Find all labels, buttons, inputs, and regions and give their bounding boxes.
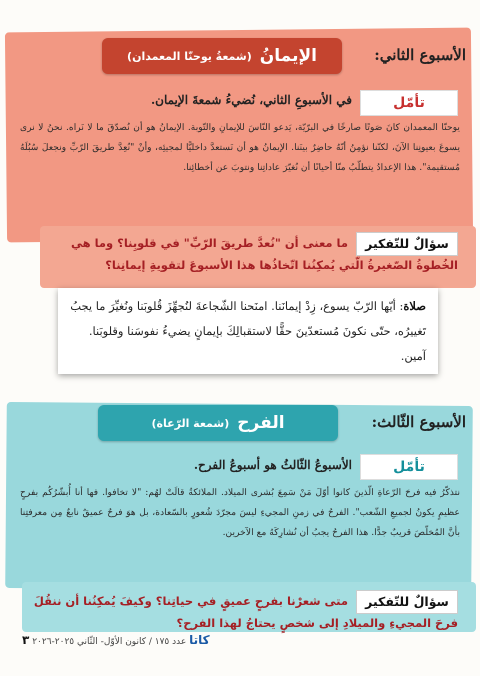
week3-question: متى شعرْنا بفرحٍ عميقٍ في حياتِنا؟ وكيفَ يُمكِنُنا أن ننقُلَ فرحَ المجيءِ والميلادِ إلى شخصٍ يحتاجُ لهذا الفرح؟ — [33, 594, 458, 630]
week2-lead: في الأسبوعِ الثاني، نُضيءُ شمعةَ الإيمان. — [150, 93, 352, 107]
week3-reflect-tag: تأمّل — [360, 454, 458, 480]
week2-prayer-text: : أيّها الرّبّ يسوع، زِدْ إيمانَنا. امنَحنا الشّجاعةَ لنُجهِّزَ قُلوبَنا ونُغيِّرَ ما يجبُ تَغييرُه، حتّى نكونَ مُستعدّينَ حقًّا لاستقبالِكَ بإيمانٍ يضيءُ نفوسَنا وقلوبَنا. آمين. — [70, 299, 426, 363]
week3-title: الفرح — [237, 413, 285, 433]
week2-title-banner — [102, 38, 342, 74]
page-footer — [22, 633, 210, 647]
week3-question-tag: سؤالٌ للتّفكير — [356, 590, 458, 614]
week2-prayer-label: صلاة — [403, 299, 426, 313]
week2-label: الأسبوع الثاني: — [374, 46, 466, 64]
week2-subtitle: (شمعةُ يوحنّا المعمدان) — [127, 49, 252, 63]
week2-title: الإيمانُ — [259, 46, 317, 66]
week2-paragraph: يوحنّا المعمدان كانَ صَوتًا صارخًا في البرّيّة، يَدعو النّاسَ للإيمانِ والتّوبة. الإيمانُ هو أن نُصدّقَ ما لا نَراه. نحنُ لا نرى يسوعَ بعيونِنا الآنَ، لكنّنا نؤمِنُ أنّهُ حاضِرٌ بينَنا. الإيمانُ هو أن نَستعدَّ داخليًّا لمجيئِه، وأنْ "نُعِدَّ طريقَ الرّبِّ ونجعلَ سُبُلَهُ مُستقيمة". هذا الإعدادُ يتطلّبُ منّا أحيانًا أن نُغيّرَ عاداتِنا ونتوبَ عن أخطائِنا. — [20, 122, 460, 173]
week2-prayer-box — [58, 288, 438, 374]
week3-label: الأسبوع الثّالث: — [371, 413, 466, 431]
footer-brand: كاتا — [189, 633, 210, 647]
week3-title-banner — [98, 405, 338, 441]
week2-question: ما معنى أن "نُعدَّ طريقَ الرّبِّ" في قلوبِنا؟ وما هي الخُطوةُ الصّغيرةُ الّتي يُمكِنُنا اتّخاذُها هذا الأسبوعَ لتقويةِ إيمانِنا؟ — [70, 236, 458, 272]
week3-lead: الأسبوعُ الثّالثُ هو أسبوعُ الفرح. — [193, 458, 352, 472]
week3-subtitle: (شمعة الرّعاة) — [151, 416, 230, 430]
footer-page-number: ٣ — [22, 633, 30, 647]
week2-question-tag: سؤالٌ للتّفكير — [356, 232, 458, 256]
week2-reflect-tag: تأمّل — [360, 90, 458, 116]
week3-paragraph: نتذكّرُ فيه فرحَ الرّعاةِ الّذينَ كانوا أوّلَ مَنْ سَمِعَ بُشرى الميلاد. الملائكةُ قالَتْ لهُم: "لا تخافوا. فها أنا أُبشّرُكُم بفرحٍ عظيمٍ يكونُ لجميعِ الشّعب". الفرحُ في زمنِ المجيءِ ليسَ مجرّدَ شُعورٍ بالسّعادة، بل هوَ فرحٌ عميقٌ نابعٌ مِن معرفتِنا بأنَّ المُخلّصَ قريبٌ جدًّا. هذا الفرحُ يجبُ أن نُشارِكَهُ مع الآخرين. — [20, 487, 460, 538]
footer-issue: عدد ١٧٥ / كانون الأوّل- الثّاني ٢٠٢٥-٢٠٢٦ — [32, 637, 187, 647]
